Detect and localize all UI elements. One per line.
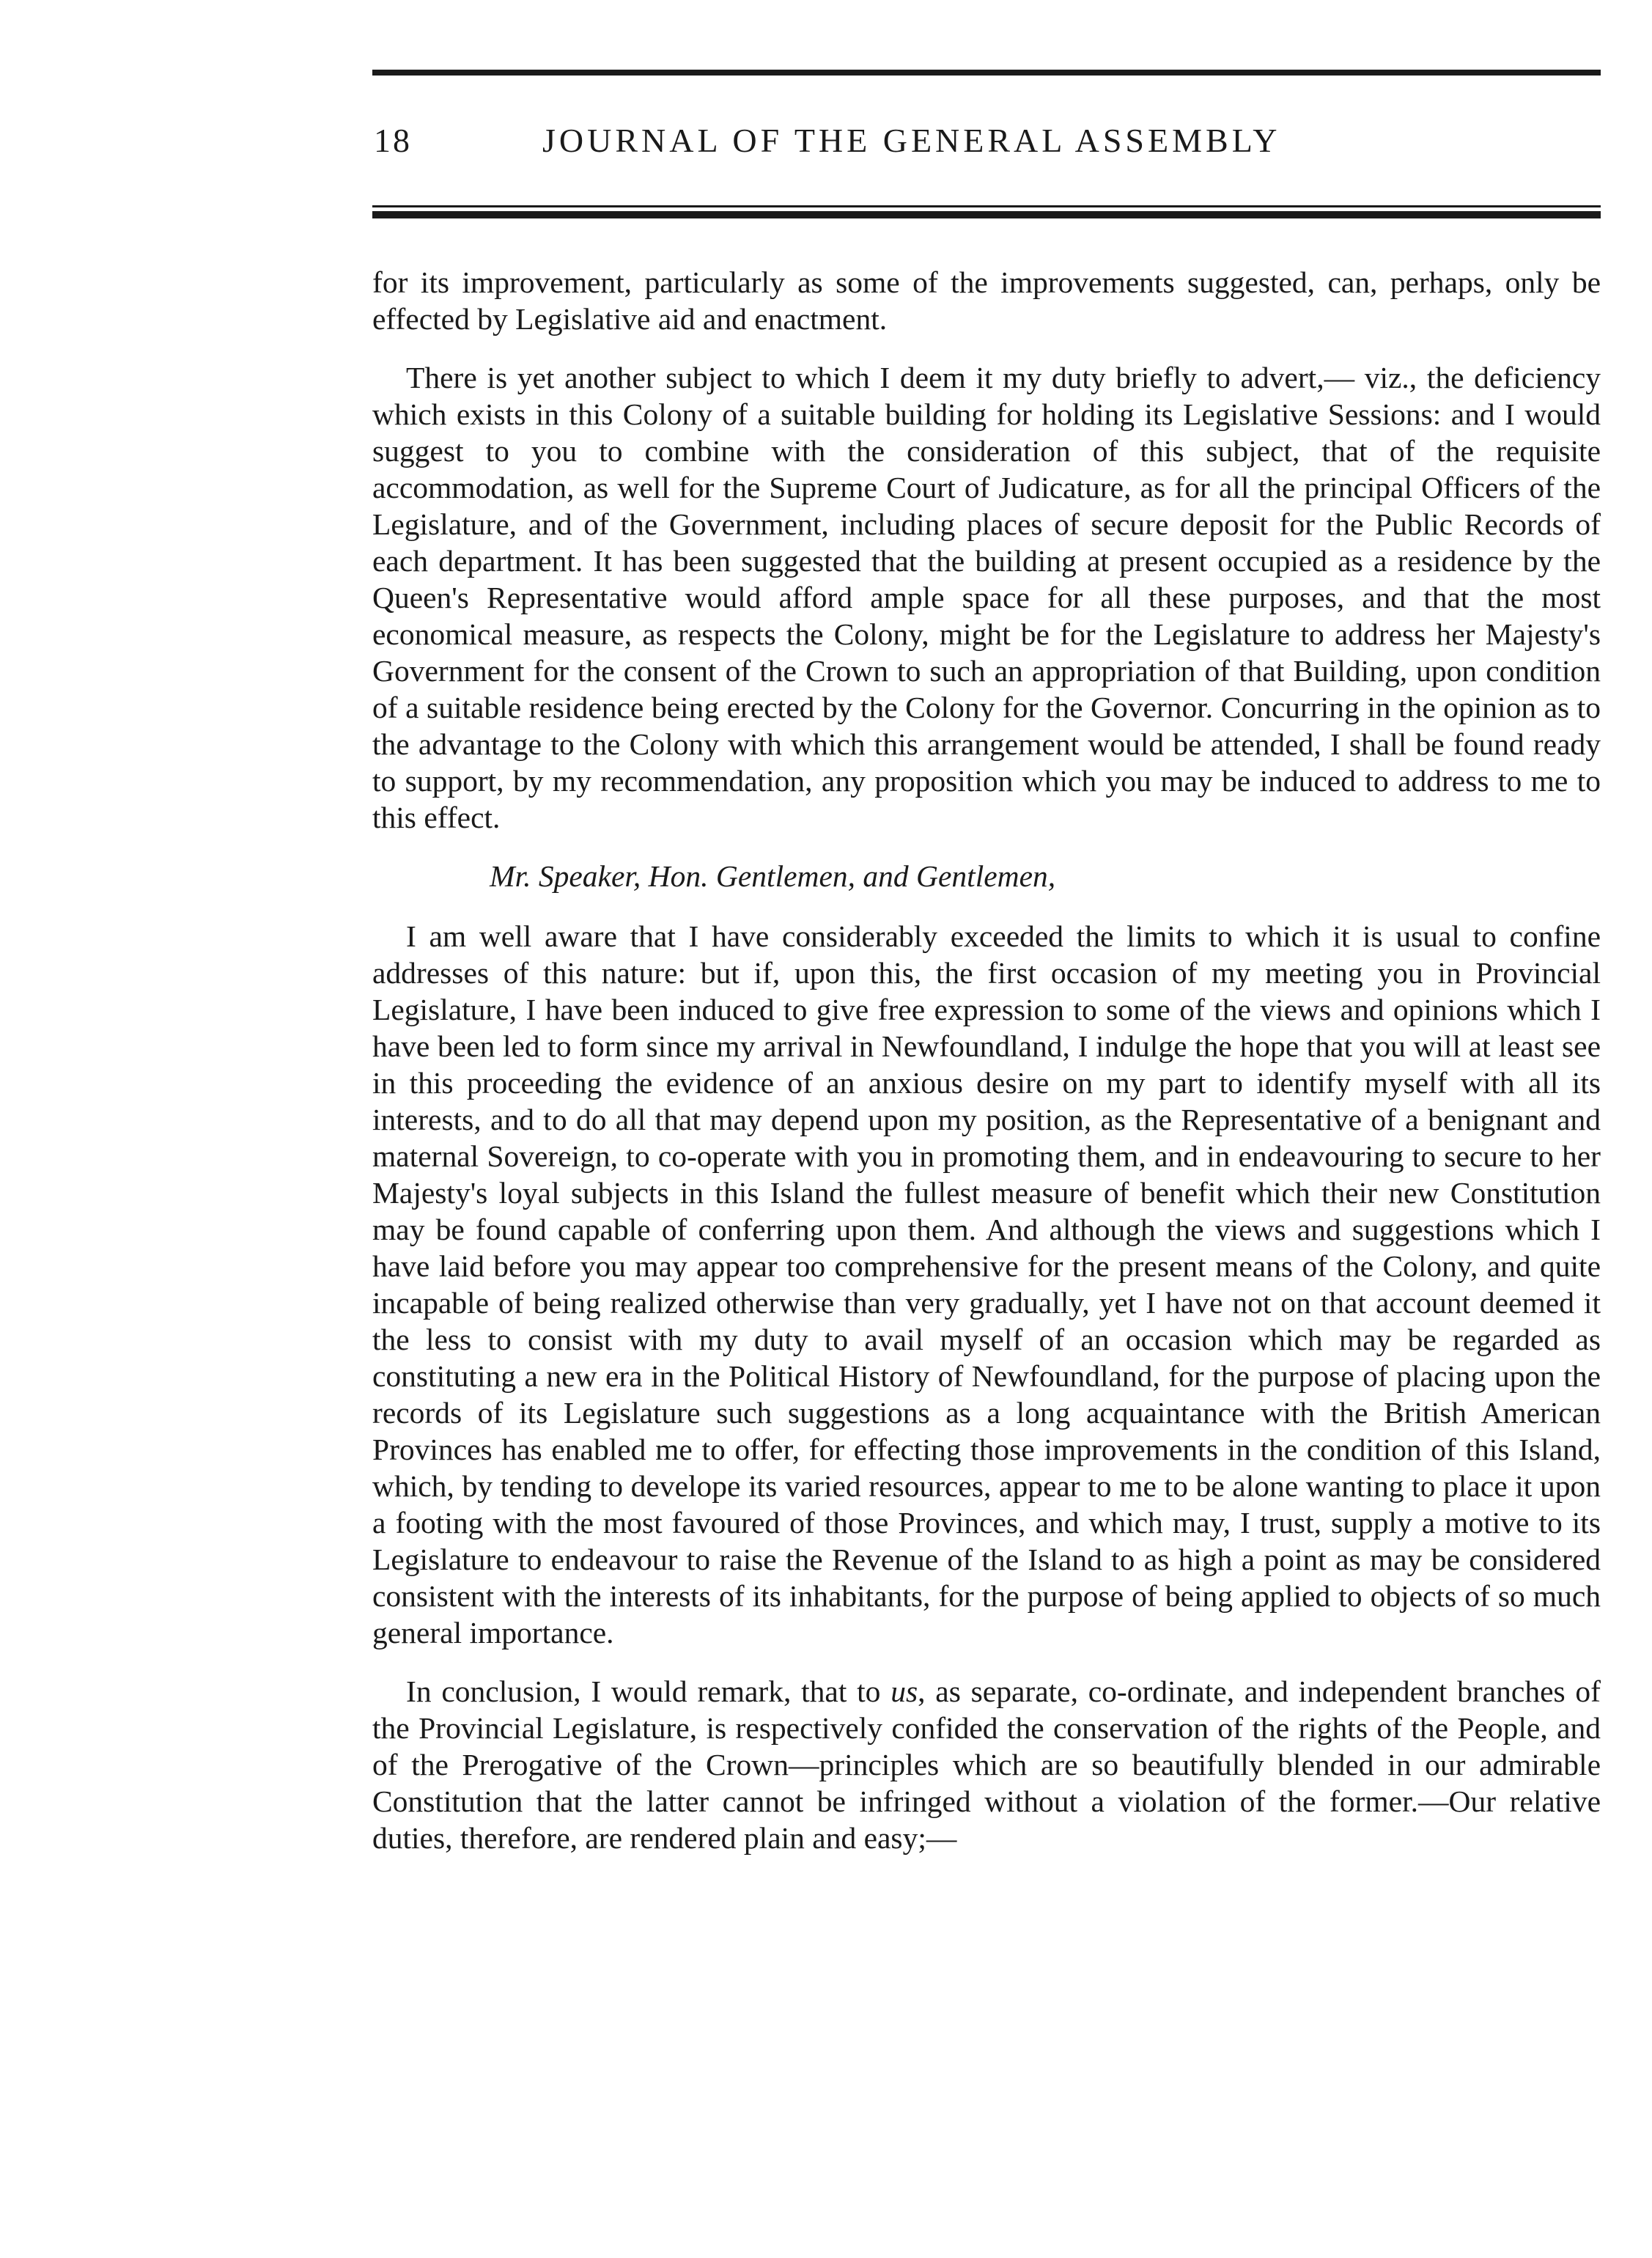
header-top-rule — [372, 70, 1601, 76]
header-bottom-thin-rule — [372, 205, 1601, 207]
page-header — [372, 121, 1601, 172]
salutation: Mr. Speaker, Hon. Gentlemen, and Gentlemen, — [490, 859, 1056, 893]
paragraph-continuation: for its improvement, particularly as some of the improvements suggested, can, perhaps, only be effected by Legislative aid and enactment. — [372, 265, 1601, 336]
paragraph-closing-remarks: I am well aware that I have considerably exceeded the limits to which it is usual to confine addresses of this nature: but if, upon this, the first occasion of my meeting you in Provincial Legislature, I have been induced to give free expression to some of the views and opinions which I have been led to form since my arrival in Newfoundland, I indulge the hope that you will at least see in this proceeding the evidence of an anxious desire on my part to identify myself with all its interests, and to do all that may depend upon my position, as the Representative of a benignant and maternal Sovereign, to co-operate with you in promoting them, and in endeavouring to secure to her Majesty's loyal subjects in this Island the fullest measure of benefit which their new Constitution may be found capable of conferring upon them. And although the views and suggestions which I have laid before you may appear too comprehensive for the present means of the Colony, and quite incapable of being realized otherwise than very gradually, yet I have not on that account deemed it the less to consist with my duty to avail myself of an occasion which may be regarded as constituting a new era in the Political History of Newfoundland, for the purpose of placing upon the records of its Legislature such suggestions as a long acquaintance with the British American Provinces has enabled me to offer, for effecting those improvements in the condition of this Island, which, by tending to develope its varied resources, appear to me to be alone wanting to place it upon a footing with the most favoured of those Provinces, and which may, I trust, supply a motive to its Legislature to endeavour to raise the Revenue of the Island to as high a point as may be considered consistent with the interests of its inhabitants, for the purpose of being applied to objects of so much general importance. — [372, 919, 1601, 1650]
conclusion-text-end: , as separate, co-ordinate, and independent branches of the Provincial Legislature, is respectively confided the conservation of the rights of the People, and of the Prerogative of the Crown—principles which are so beautifully blended in our admirable Constitution that the latter cannot be infringed without a violation of the former.—Our relative duties, therefore, are rendered plain and easy;— — [372, 1674, 1601, 1855]
paragraph-conclusion — [372, 1673, 1601, 1856]
body-text — [372, 264, 1601, 1878]
header-bottom-rule — [372, 211, 1601, 218]
conclusion-emphasis: us — [890, 1674, 918, 1708]
page-number: 18 — [374, 122, 412, 159]
running-title: JOURNAL OF THE GENERAL ASSEMBLY — [542, 122, 1281, 159]
conclusion-text-start: In conclusion, I would remark, that to — [406, 1674, 891, 1708]
paragraph-building-subject: There is yet another subject to which I deem it my duty briefly to advert,— viz., the deficiency which exists in this Colony of a suitable building for holding its Legislative Sessions: and I would suggest to you to combine with the consideration of this subject, that of the requisite accommodation, as well for the Supreme Court of Judicature, as for all the principal Officers of the Legislature, and of the Government, including places of secure deposit for the Public Records of each department. It has been suggested that the building at present occupied as a residence by the Queen's Representative would afford ample space for all these purposes, and that the most economical measure, as respects the Colony, might be for the Legislature to address her Majesty's Government for the consent of the Crown to such an appropriation of that Building, upon condition of a suitable residence being erected by the Colony for the Governor. Concurring in the opinion as to the advantage to the Colony with which this arrangement would be attended, I shall be found ready to support, by my recommendation, any proposition which you may be induced to address to me to this effect. — [372, 361, 1601, 834]
